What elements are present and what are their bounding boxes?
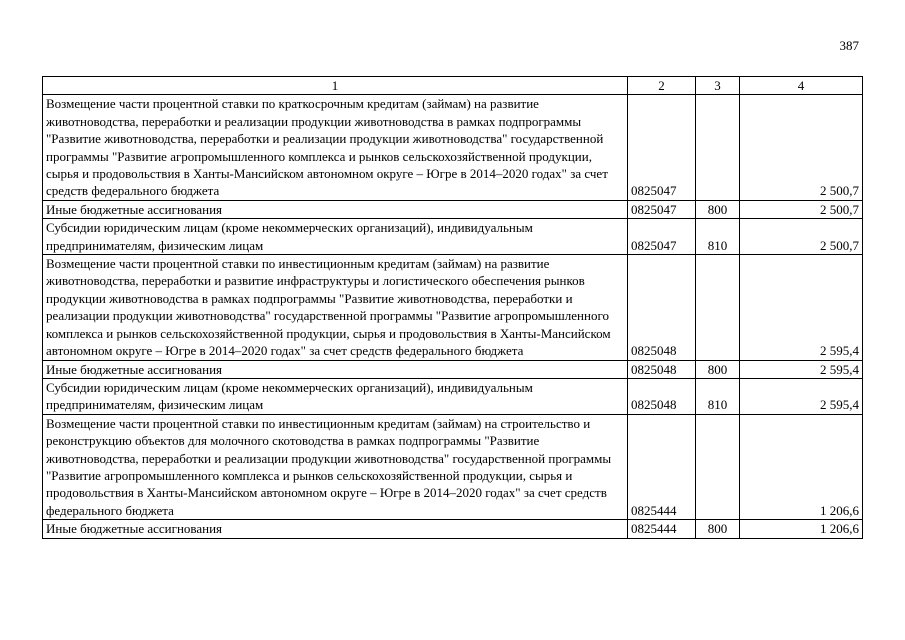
header-col-2: 2 bbox=[628, 77, 696, 95]
table-row bbox=[43, 95, 863, 200]
row-name: Возмещение части процентной ставки по инвестиционным кредитам (займам) на строительство и реконструкцию объектов для молочного скотоводства в рамках подпрограммы "Развитие животноводства, переработки и реализации продукции животноводства" государственной программы "Развитие агропромышленного комплекса и рынков сельскохозяйственной продукции, сырья и продовольствия в Ханты-Мансийском автономном округе – Югре в 2014–2020 годах" за счет средств федерального бюджета bbox=[43, 414, 628, 519]
row-expense-type bbox=[696, 414, 740, 519]
table-row bbox=[43, 200, 863, 218]
table-row bbox=[43, 360, 863, 378]
row-code: 0825047 bbox=[628, 95, 696, 200]
row-name: Иные бюджетные ассигнования bbox=[43, 360, 628, 378]
row-amount: 2 500,7 bbox=[740, 200, 863, 218]
row-expense-type bbox=[696, 95, 740, 200]
table-row bbox=[43, 378, 863, 414]
row-code: 0825048 bbox=[628, 360, 696, 378]
table-row bbox=[43, 520, 863, 538]
budget-table bbox=[42, 76, 863, 539]
row-expense-type: 800 bbox=[696, 200, 740, 218]
row-name: Иные бюджетные ассигнования bbox=[43, 200, 628, 218]
row-code: 0825444 bbox=[628, 520, 696, 538]
row-name: Возмещение части процентной ставки по краткосрочным кредитам (займам) на развитие животноводства, переработки и реализации продукции животноводства в рамках подпрограммы "Развитие животноводства, переработки и реализации продукции животноводства" государственной программы "Развитие агропромышленного комплекса и рынков сельскохозяйственной продукции, сырья и продовольствия в Ханты-Мансийском автономном округе – Югре в 2014–2020 годах" за счет средств федерального бюджета bbox=[43, 95, 628, 200]
row-expense-type: 800 bbox=[696, 360, 740, 378]
row-amount: 2 500,7 bbox=[740, 95, 863, 200]
row-expense-type: 810 bbox=[696, 378, 740, 414]
row-name: Возмещение части процентной ставки по инвестиционным кредитам (займам) на развитие животноводства, переработки и развитие инфраструктуры и логистического обеспечения рынков продукции животноводства в рамках подпрограммы "Развитие животноводства, переработки и реализации продукции животноводства" государственной программы "Развитие агропромышленного комплекса и рынков сельскохозяйственной продукции, сырья и продовольствия в Ханты-Мансийском автономном округе – Югре в 2014–2020 годах" за счет средств федерального бюджета bbox=[43, 255, 628, 360]
row-code: 0825047 bbox=[628, 200, 696, 218]
row-expense-type: 800 bbox=[696, 520, 740, 538]
row-code: 0825048 bbox=[628, 378, 696, 414]
row-expense-type bbox=[696, 255, 740, 360]
row-amount: 2 595,4 bbox=[740, 360, 863, 378]
row-amount: 1 206,6 bbox=[740, 520, 863, 538]
row-name: Субсидии юридическим лицам (кроме некоммерческих организаций), индивидуальным предпринимателям, физическим лицам bbox=[43, 378, 628, 414]
row-code: 0825048 bbox=[628, 255, 696, 360]
row-code: 0825047 bbox=[628, 219, 696, 255]
header-col-3: 3 bbox=[696, 77, 740, 95]
page-number: 387 bbox=[839, 38, 859, 53]
row-expense-type: 810 bbox=[696, 219, 740, 255]
row-amount: 1 206,6 bbox=[740, 414, 863, 519]
row-amount: 2 595,4 bbox=[740, 255, 863, 360]
table-row bbox=[43, 219, 863, 255]
table-row bbox=[43, 414, 863, 519]
row-name: Иные бюджетные ассигнования bbox=[43, 520, 628, 538]
row-amount: 2 595,4 bbox=[740, 378, 863, 414]
header-col-4: 4 bbox=[740, 77, 863, 95]
header-col-1: 1 bbox=[43, 77, 628, 95]
header-row bbox=[43, 77, 863, 95]
row-name: Субсидии юридическим лицам (кроме некоммерческих организаций), индивидуальным предпринимателям, физическим лицам bbox=[43, 219, 628, 255]
table-row bbox=[43, 255, 863, 360]
row-amount: 2 500,7 bbox=[740, 219, 863, 255]
row-code: 0825444 bbox=[628, 414, 696, 519]
